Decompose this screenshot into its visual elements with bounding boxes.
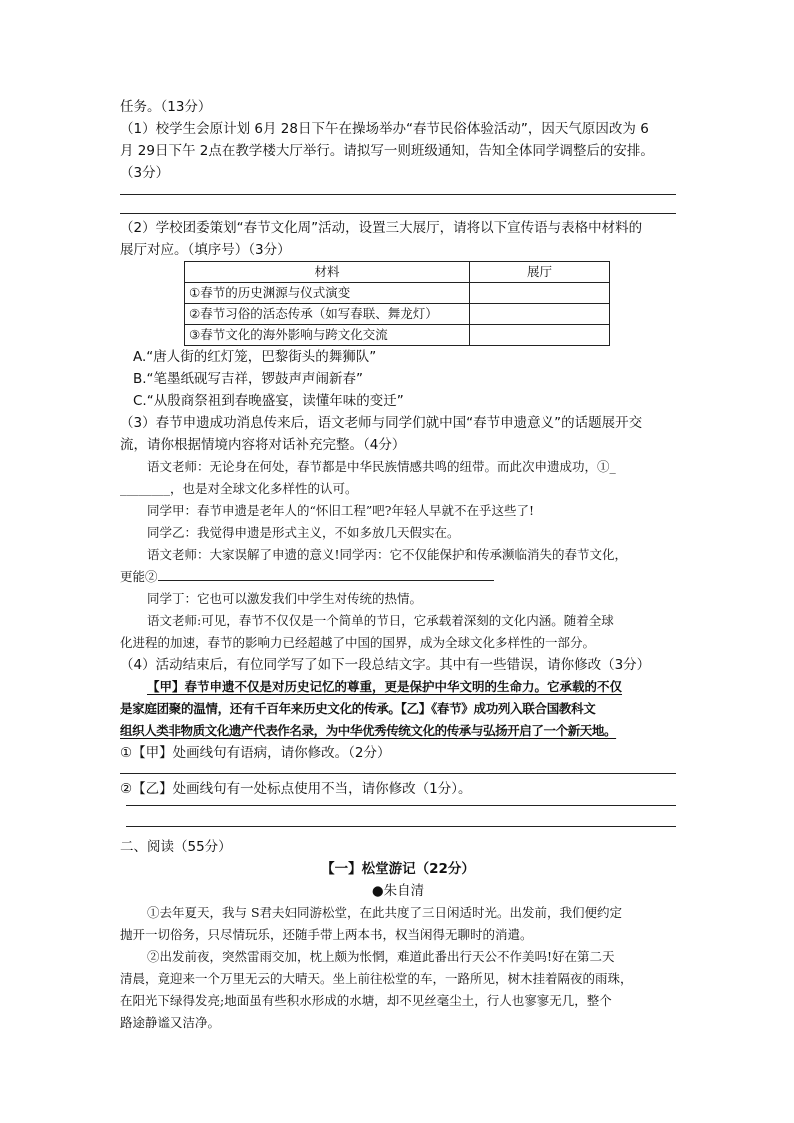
- table-row: [185, 304, 610, 325]
- dialogue-student-a: 同学甲：春节申遗是老年人的“怀旧工程”吧?年轻人早就不在乎这些了!: [147, 503, 535, 518]
- paragraph-1b: 抛开一切俗务，只尽情玩乐，还随手带上两本书，权当闲得无聊时的消遣。: [120, 927, 533, 942]
- q1-line-1: （1）校学生会原计划 6月 28日下午在操场举办“春节民俗体验活动”，因天气原因改为 6: [120, 121, 649, 137]
- paragraph-1a: ①去年夏天，我与 S君夫妇同游松堂，在此共度了三日闲适时光。出发前，我们便约定: [147, 905, 623, 920]
- q4-line-1: （4）活动结束后，有位同学写了如下一段总结文字。其中有一些错误，请你修改（3分）: [120, 657, 651, 673]
- table-header-material: 材料: [185, 262, 470, 283]
- q2-line-1: （2）学校团委策划“春节文化周”活动，设置三大展厅，请将以下宣传语与表格中材料的: [120, 220, 643, 236]
- option-b: B.“笔墨纸砚写吉祥，锣鼓声声闹新春”: [133, 371, 364, 387]
- table-cell-hall-blank[interactable]: [470, 304, 610, 325]
- q1-line-3: （3分）: [120, 165, 170, 181]
- dialogue-teacher-2b-text: 更能②: [120, 569, 158, 584]
- dialogue-teacher-2a: 语文老师：大家误解了申遗的意义!同学丙：它不仅能保护和传承濒临消失的春节文化，: [147, 547, 628, 562]
- exhibition-table: [184, 261, 610, 346]
- q4-sub-1: ①【甲】处画线句有语病，请你修改。（2分）: [120, 745, 391, 761]
- section-heading: 二、阅读（55分）: [120, 839, 232, 855]
- table-row: [185, 283, 610, 304]
- dialogue-teacher-2b: [120, 566, 676, 588]
- exam-page: [120, 96, 676, 1034]
- option-c: C.“从殷商祭祖到春晚盛宴，读懂年味的变迁”: [133, 393, 404, 409]
- q3-line-1: （3）春节申遗成功消息传来后，语文老师与同学们就中国“春节申遗意义”的话题展开交: [120, 415, 643, 431]
- table-row: [185, 325, 610, 346]
- summary-para-1: 【甲】春节申遗不仅是对历史记忆的尊重，更是保护中华文明的生命力。它承载的不仅: [147, 679, 623, 694]
- table-cell-hall-blank[interactable]: [470, 283, 610, 304]
- table-header-row: [185, 262, 610, 283]
- q1-line-2: 月 29日下午 2点在教学楼大厅举行。请拟写一则班级通知，告知全体同学调整后的安排。: [120, 143, 654, 159]
- table-cell-hall-blank[interactable]: [470, 325, 610, 346]
- dialogue-student-d: 同学丁：它也可以激发我们中学生对传统的热情。: [147, 591, 423, 606]
- task-intro: 任务。（13分）: [120, 99, 212, 115]
- fill-blank[interactable]: [158, 566, 494, 581]
- article-author: ●朱自清: [371, 883, 425, 899]
- option-a: A.“唐人街的红灯笼，巴黎街头的舞狮队”: [133, 349, 377, 365]
- dialogue-teacher-3b: 化进程的加速，春节的影响力已经超越了中国的国界，成为全球文化多样性的一部分。: [120, 635, 596, 650]
- table-cell-material: ②春节习俗的活态传承（如写春联、舞龙灯）: [185, 304, 470, 325]
- dialogue-teacher-1a: 语文老师：无论身在何处，春节都是中华民族情感共鸣的纽带。而此次申遗成功，①_: [147, 459, 616, 474]
- paragraph-2a: ②出发前夜，突然雷雨交加，枕上颇为怅惘，难道此番出行天公不作美吗!好在第二天: [147, 949, 615, 964]
- table-cell-material: ①春节的历史渊源与仪式演变: [185, 283, 470, 304]
- article-title: 【一】松堂游记（22分）: [321, 861, 475, 877]
- summary-para-2: 是家庭团聚的温情，还有千百年来历史文化的传承。【乙】《春节》成功列入联合国教科文: [120, 701, 596, 716]
- q3-line-2: 流，请你根据情境内容将对话补充完整。（4分）: [120, 437, 406, 453]
- dialogue-student-b: 同学乙：我觉得申遗是形式主义，不如多放几天假实在。: [147, 525, 460, 540]
- paragraph-2c: 在阳光下绿得发亮;地面虽有些积水形成的水塘，却不见丝毫尘土，行人也寥寥无几，整个: [120, 993, 612, 1008]
- paragraph-2b: 清晨，竟迎来一个万里无云的大晴天。坐上前往松堂的车，一路所见，树木挂着隔夜的雨珠，: [120, 971, 633, 986]
- table-header-hall: 展厅: [470, 262, 610, 283]
- paragraph-2d: 路途静谧又洁净。: [120, 1015, 221, 1030]
- q4-sub-2: ②【乙】处画线句有一处标点使用不当，请你修改（1分）。: [120, 781, 472, 797]
- table-cell-material: ③春节文化的海外影响与跨文化交流: [185, 325, 470, 346]
- q2-line-2: 展厅对应。（填序号）（3分）: [120, 242, 291, 258]
- dialogue-teacher-1b: ________，也是对全球文化多样性的认可。: [120, 481, 358, 496]
- dialogue-teacher-3a: 语文老师:可见，春节不仅仅是一个简单的节日，它承载着深刻的文化内涵。随着全球: [147, 613, 614, 628]
- summary-para-3: 组织人类非物质文化遗产代表作名录，为中华优秀传统文化的传承与弘扬开启了一个新天地。: [120, 723, 617, 738]
